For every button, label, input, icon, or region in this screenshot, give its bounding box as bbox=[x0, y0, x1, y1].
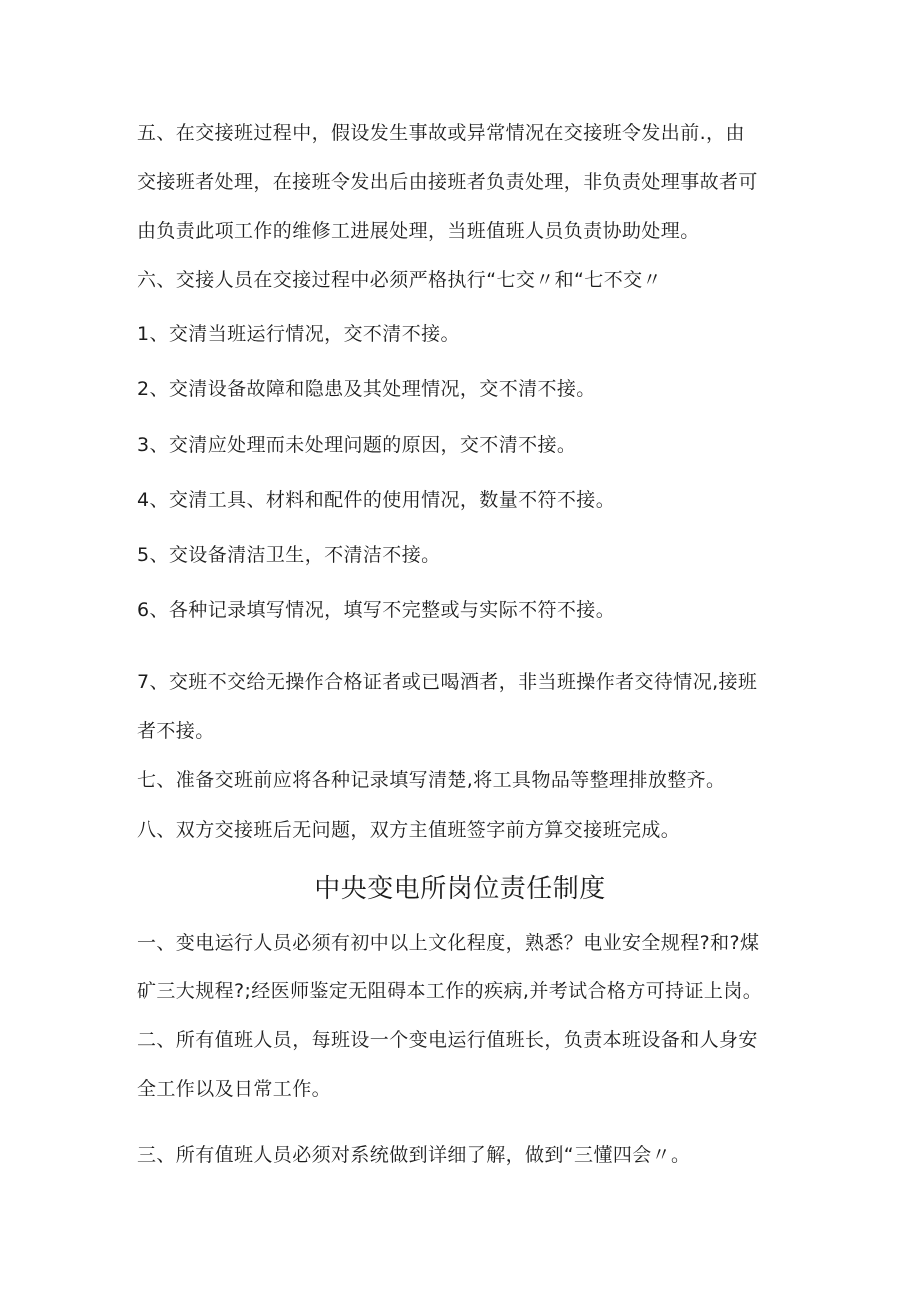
list-item-1: 1、交清当班运行情况，交不清不接。 bbox=[137, 323, 460, 345]
section-b-paragraph-1-line-2: 矿三大规程?;经医师鉴定无阻碍本工作的疾病,并考试合格方可持证上岗。 bbox=[137, 980, 763, 1002]
list-item-4: 4、交清工具、材料和配件的使用情况，数量不符不接。 bbox=[137, 489, 616, 511]
list-item-6: 6、各种记录填写情况，填写不完整或与实际不符不接。 bbox=[137, 599, 616, 621]
list-item-7-line-2: 者不接。 bbox=[137, 720, 215, 742]
list-item-7-line-1: 7、交班不交给无操作合格证者或已喝酒者，非当班操作者交待情况,接班 bbox=[137, 671, 758, 693]
section-b-paragraph-2-line-1: 二、所有值班人员，每班设一个变电运行值班长，负责本班设备和人身安 bbox=[137, 1029, 758, 1051]
paragraph-5-line-2: 交接班者处理，在接班令发出后由接班者负责处理，非负责处理事故者可 bbox=[137, 171, 758, 193]
paragraph-8: 八、双方交接班后无问题，双方主值班签字前方算交接班完成。 bbox=[137, 819, 681, 841]
section-title: 中央变电所岗位责任制度 bbox=[314, 874, 606, 904]
list-item-3: 3、交清应处理而未处理问题的原因，交不清不接。 bbox=[137, 434, 577, 456]
paragraph-7: 七、准备交班前应将各种记录填写清楚,将工具物品等整理排放整齐。 bbox=[137, 769, 726, 791]
paragraph-5-line-3: 由负责此项工作的维修工进展处理，当班值班人员负责协助处理。 bbox=[137, 220, 700, 242]
section-b-paragraph-2-line-2: 全工作以及日常工作。 bbox=[137, 1078, 332, 1100]
list-item-5: 5、交设备清洁卫生，不清洁不接。 bbox=[137, 544, 441, 566]
paragraph-6: 六、交接人员在交接过程中必须严格执行“七交〃和“七不交〃 bbox=[137, 269, 662, 291]
section-b-paragraph-3: 三、所有值班人员必须对系统做到详细了解，做到“三懂四会〃。 bbox=[137, 1144, 691, 1166]
paragraph-5-line-1: 五、在交接班过程中，假设发生事故或异常情况在交接班令发出前.，由 bbox=[137, 122, 745, 144]
section-b-paragraph-1-line-1: 一、变电运行人员必须有初中以上文化程度，熟悉？电业安全规程?和?煤 bbox=[137, 932, 760, 954]
list-item-2: 2、交清设备故障和隐患及其处理情况，交不清不接。 bbox=[137, 378, 596, 400]
